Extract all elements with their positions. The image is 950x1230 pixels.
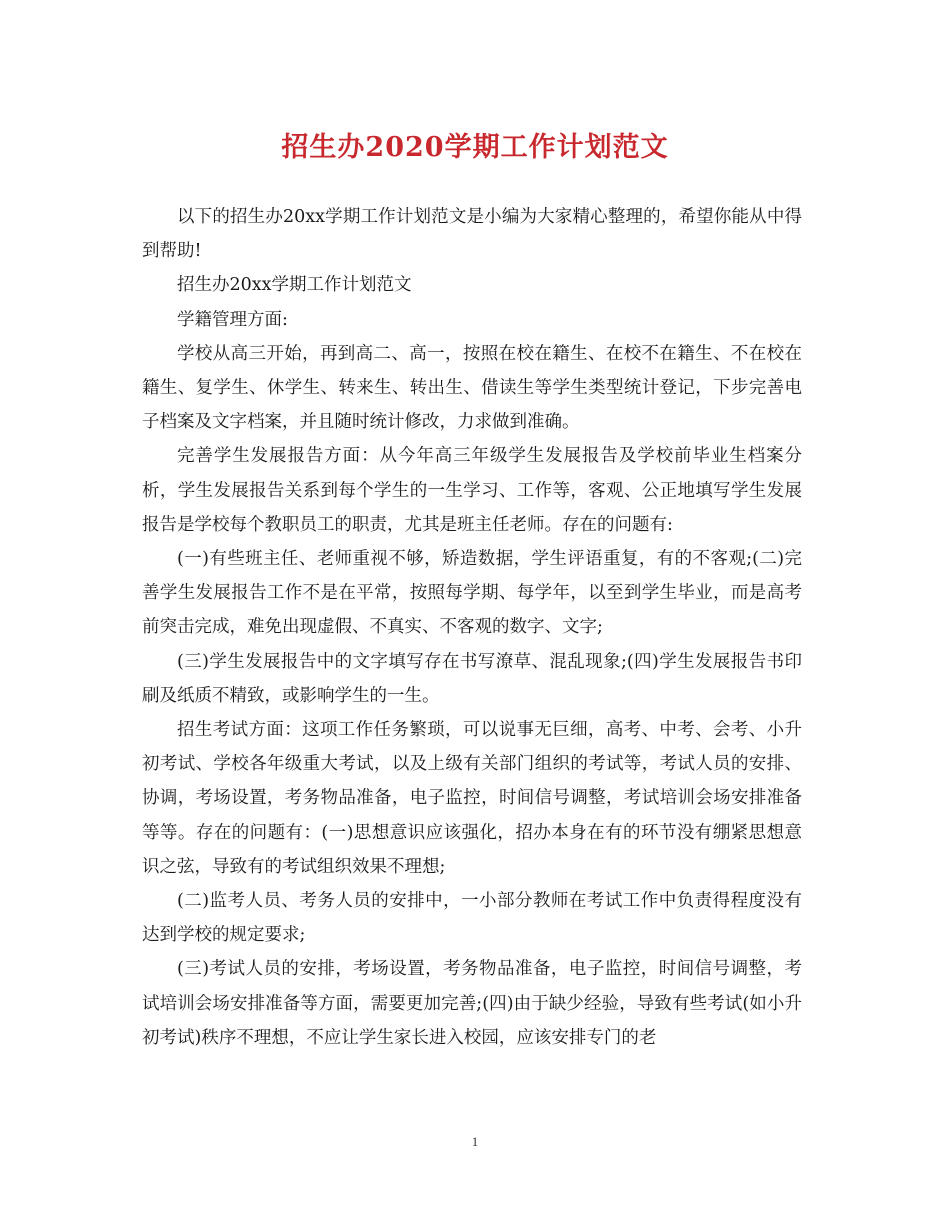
paragraph-report-issues-2: (三)学生发展报告中的文字填写存在书写潦草、混乱现象;(四)学生发展报告书印刷及纸质不精致，或影响学生的一生。 (142, 651, 802, 706)
paragraph-section-enrollment: 学籍管理方面: (177, 309, 288, 330)
paragraph-intro: 以下的招生办20xx学期工作计划范文是小编为大家精心整理的，希望你能从中得到帮助! (142, 207, 802, 262)
paragraph-subtitle: 招生办20xx学期工作计划范文 (177, 275, 412, 296)
paragraph-exam-issues-1: (二)监考人员、考务人员的安排中，一小部分教师在考试工作中负责得程度没有达到学校的规定要求; (142, 891, 802, 946)
paragraph-exam-section: 招生考试方面：这项工作任务繁琐，可以说事无巨细，高考、中考、会考、小升初考试、学校各年级重大考试，以及上级有关部门组织的考试等，考试人员的安排、协调，考场设置，考务物品准备，电子监控，时间信号调整，考试培训会场安排准备等等。存在的问题有：(一)思想意识应该强化，招办本身在有的环节没有绷紧思想意识之弦，导致有的考试组织效果不理想; (142, 720, 802, 877)
paragraph-enrollment-details: 学校从高三开始，再到高二、高一，按照在校在籍生、在校不在籍生、不在校在籍生、复学生、休学生、转来生、转出生、借读生等学生类型统计登记，下步完善电子档案及文字档案，并且随时统计修改，力求做到准确。 (142, 343, 802, 433)
document-title: 招生办2020学期工作计划范文 (281, 132, 669, 163)
page-number: 1 (471, 1134, 479, 1149)
paragraph-report-section: 完善学生发展报告方面：从今年高三年级学生发展报告及学校前毕业生档案分析，学生发展报告关系到每个学生的一生学习、工作等，客观、公正地填写学生发展报告是学校每个教职员工的职责，尤其是班主任老师。存在的问题有: (142, 446, 802, 535)
paragraph-report-issues-1: (一)有些班主任、老师重视不够，矫造数据，学生评语重复，有的不客观;(二)完善学生发展报告工作不是在平常，按照每学期、每学年，以至到学生毕业，而是高考前突击完成，难免出现虚假、不真实、不客观的数字、文字; (142, 549, 802, 638)
paragraph-exam-issues-2: (三)考试人员的安排，考场设置，考务物品准备，电子监控，时间信号调整，考试培训会场安排准备等方面，需要更加完善;(四)由于缺少经验，导致有些考试(如小升初考试)秩序不理想，不应让学生家长进入校园，应该安排专门的老 (142, 959, 802, 1048)
document-body (142, 200, 802, 1055)
